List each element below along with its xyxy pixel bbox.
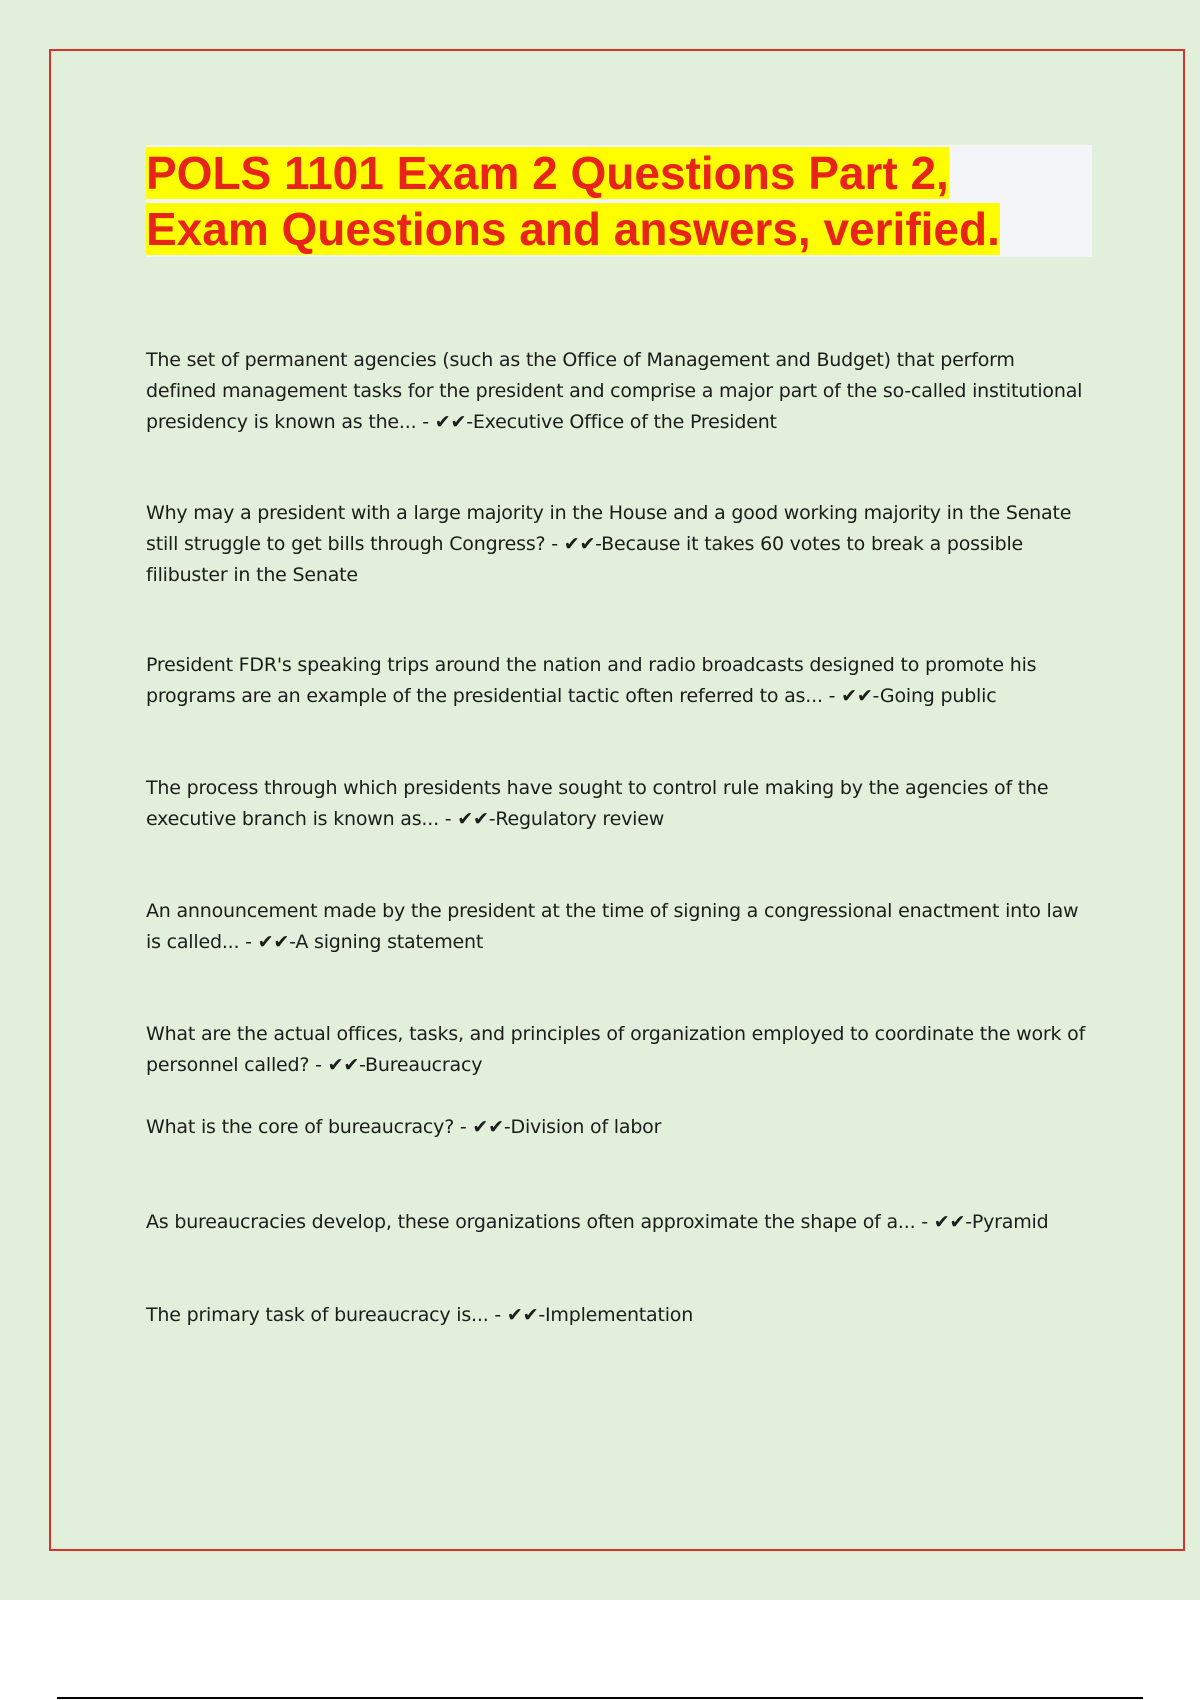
qa-item bbox=[146, 896, 1086, 958]
question-text: Why may a president with a large majority in the House and a good working majority in the Senate still struggle to get bills through Congress? bbox=[146, 502, 1072, 555]
question-text: What is the core of bureaucracy? bbox=[146, 1116, 455, 1138]
answer-text: A signing statement bbox=[295, 931, 484, 953]
footer-rule bbox=[57, 1697, 1143, 1699]
answer-text: Because it takes 60 votes to break a possible filibuster in the Senate bbox=[146, 533, 1024, 586]
checkmark-separator: - ✔✔- bbox=[454, 1116, 511, 1138]
title-block bbox=[146, 145, 1092, 257]
qa-item bbox=[146, 1207, 1086, 1238]
answer-text: Executive Office of the President bbox=[472, 411, 777, 433]
answer-text: Going public bbox=[879, 685, 997, 707]
checkmark-separator: - ✔✔- bbox=[915, 1211, 972, 1233]
qa-item bbox=[146, 1300, 1086, 1331]
checkmark-separator: - ✔✔- bbox=[416, 411, 473, 433]
checkmark-separator: - ✔✔- bbox=[488, 1304, 545, 1326]
qa-item bbox=[146, 773, 1086, 835]
title-line-1: POLS 1101 Exam 2 Questions Part 2, bbox=[146, 147, 949, 199]
answer-text: Bureaucracy bbox=[365, 1054, 483, 1076]
checkmark-separator: - ✔✔- bbox=[822, 685, 880, 707]
qa-item bbox=[146, 1019, 1086, 1081]
question-text: What are the actual offices, tasks, and principles of organization employed to coordinate the work of personnel called? bbox=[146, 1023, 1086, 1076]
answer-text: Pyramid bbox=[971, 1211, 1049, 1233]
answer-text: Regulatory review bbox=[495, 808, 665, 830]
qa-item bbox=[146, 650, 1086, 712]
question-text: The primary task of bureaucracy is... bbox=[146, 1304, 489, 1326]
document-title bbox=[146, 145, 1092, 257]
qa-item bbox=[146, 345, 1086, 438]
title-line-2: Exam Questions and answers, verified. bbox=[146, 203, 1000, 255]
checkmark-separator: - ✔✔- bbox=[545, 533, 602, 555]
question-text: An announcement made by the president at the time of signing a congressional enactment into law is called... bbox=[146, 900, 1079, 953]
answer-text: Division of labor bbox=[510, 1116, 662, 1138]
answer-text: Implementation bbox=[545, 1304, 694, 1326]
question-text: President FDR's speaking trips around the nation and radio broadcasts designed to promote his programs are an example of the presidential tactic often referred to as... bbox=[146, 654, 1037, 707]
question-text: As bureaucracies develop, these organizations often approximate the shape of a... bbox=[146, 1211, 916, 1233]
question-text: The set of permanent agencies (such as the Office of Management and Budget) that perform defined management tasks for the president and comprise a major part of the so-called institutional presidency is known as the... bbox=[146, 349, 1083, 433]
checkmark-separator: - ✔✔- bbox=[438, 808, 496, 830]
checkmark-separator: - ✔✔- bbox=[239, 931, 296, 953]
qa-item bbox=[146, 1112, 1086, 1143]
qa-item bbox=[146, 498, 1086, 591]
checkmark-separator: - ✔✔- bbox=[309, 1054, 366, 1076]
question-text: The process through which presidents have sought to control rule making by the agencies of the executive branch is known as... bbox=[146, 777, 1049, 830]
